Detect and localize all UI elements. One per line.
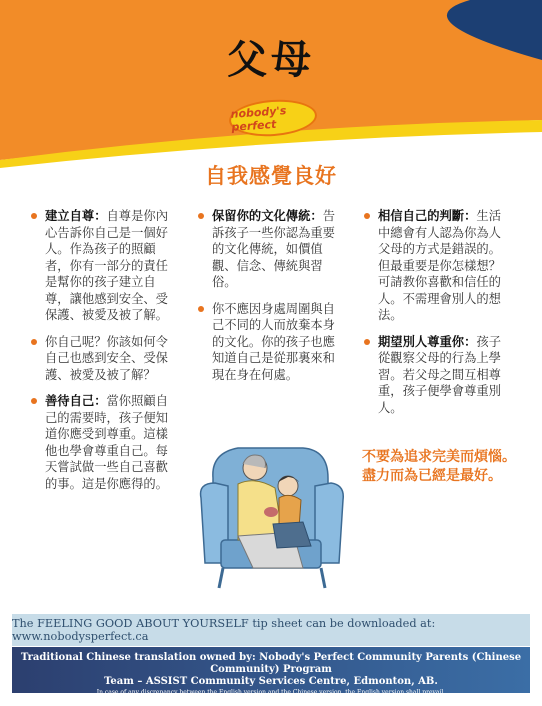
bullet-icon	[364, 213, 370, 219]
tip-text: 告訴孩子一些你認為重要的文化傳統，如價值觀、信念、傳統與習俗。	[212, 209, 335, 289]
highlight-quote: 不要為追求完美而煩惱。盡力而為已經是最好。	[362, 449, 516, 484]
tip-heading: 相信自己的判斷：	[378, 208, 477, 223]
footer-credits	[12, 647, 530, 696]
tip-item	[30, 334, 180, 384]
tip-text: 你自己呢？你該如何令自己也感到安全、受保護、被愛及被了解？	[45, 334, 168, 382]
tip-text: 自尊是你內心告訴你自己是一個好人。作為孩子的照顧者，你有一部分的責任是幫你的孩子建立自尊，讓他感到安全、受保護、被愛及被了解。	[45, 209, 168, 322]
bullet-icon	[364, 339, 370, 345]
bullet-icon	[31, 213, 37, 219]
header-banner	[0, 0, 542, 175]
column-1	[30, 208, 180, 502]
download-info-bar	[12, 614, 530, 646]
tip-text: 當你照顧自己的需要時，孩子便知道你應受到尊重。這樣他也學會尊重自己。每天嘗試做一些自己喜歡的事。這是你應得的。	[45, 394, 168, 491]
tip-heading: 建立自尊：	[45, 208, 107, 223]
parent-child-illustration	[193, 428, 353, 596]
footer-disclaimer: In case of any discrepancy between the English version and the Chinese version, the English version shall prevail.	[96, 689, 446, 696]
tip-item	[197, 301, 347, 384]
tip-item	[363, 334, 513, 417]
tip-heading: 期望別人尊重你：	[378, 333, 477, 349]
column-3	[363, 208, 513, 426]
tip-item	[197, 208, 347, 291]
tip-text: 生活中總會有人認為你為人父母的方式是錯誤的。但最重要是你怎樣想？可請教你喜歡和信任的人。不需理會別人的想法。	[378, 209, 501, 322]
bullet-icon	[31, 398, 37, 404]
tip-item	[30, 393, 180, 492]
tip-item	[363, 208, 513, 324]
tip-item	[30, 208, 180, 324]
bullet-icon	[31, 339, 37, 345]
header-background	[0, 0, 542, 175]
footer-line-2: Team – ASSIST Community Services Centre, Edmonton, AB.	[104, 676, 438, 687]
tip-text: 你不應因身處周圍與自己不同的人而放棄本身的文化。你的孩子也應知道自己是從那裏來和現在身在何處。	[212, 301, 335, 382]
logo-text: nobody's perfect	[230, 104, 287, 134]
download-link-text[interactable]: The FEELING GOOD ABOUT YOURSELF tip sheet can be downloaded at: www.nobodysperfect.ca	[12, 617, 436, 643]
tip-heading: 善待自己：	[45, 393, 107, 408]
page-title: 父母	[227, 37, 315, 83]
footer-line-1: Traditional Chinese translation owned by: Nobody's Perfect Community Parents (Chinese Community) Program	[20, 652, 522, 675]
tip-text: 孩子從觀察父母的行為上學習。若父母之間互相尊重，孩子便學會尊重別人。	[378, 334, 501, 415]
section-subtitle: 自我感覺良好	[205, 164, 337, 188]
tip-heading: 保留你的文化傳統：	[212, 208, 323, 223]
bullet-icon	[198, 213, 204, 219]
bullet-icon	[198, 306, 204, 312]
column-2	[197, 208, 347, 393]
